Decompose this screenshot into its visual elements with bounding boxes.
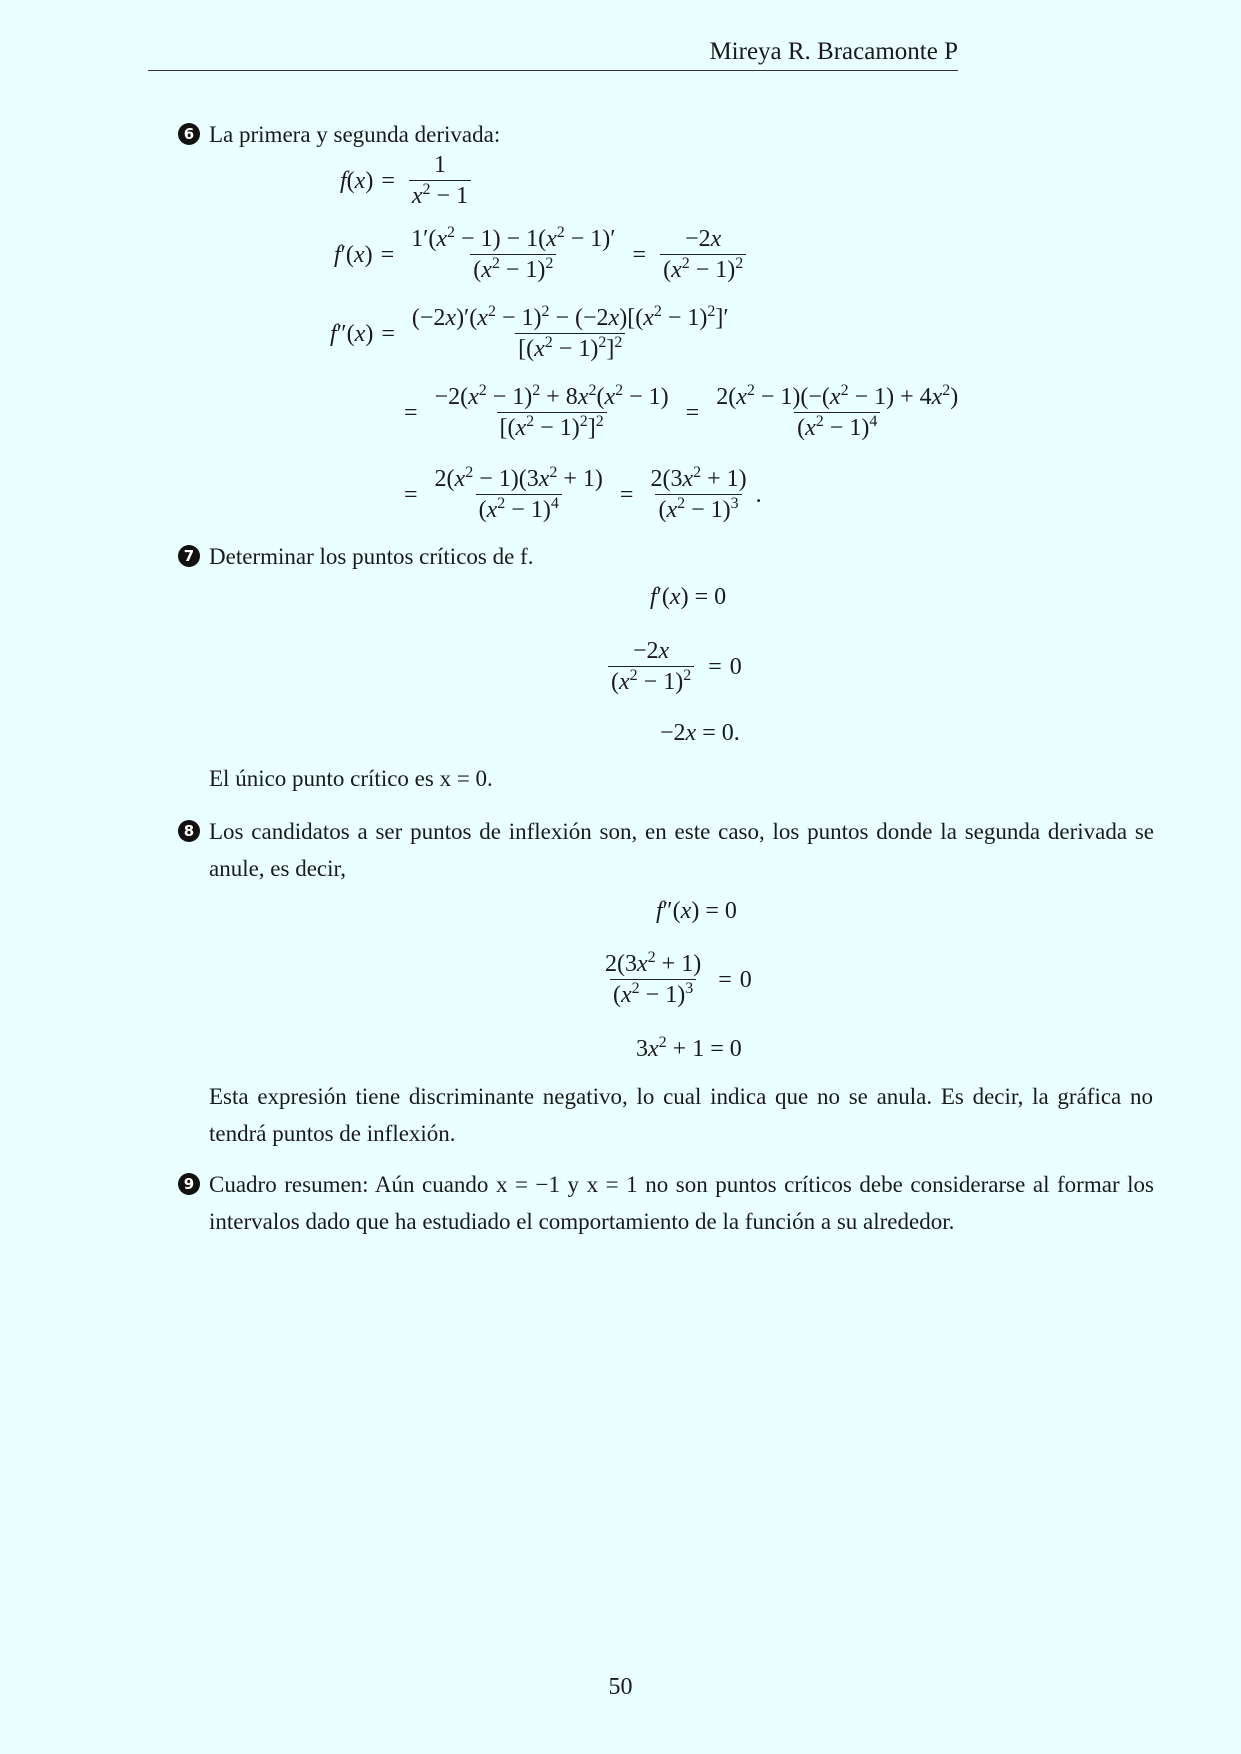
- item-8: [178, 813, 1154, 887]
- item-6-text: La primera y segunda derivada:: [209, 122, 501, 147]
- discriminant-text: Esta expresión tiene discriminante negativo, lo cual indica que no se anula. Es decir, la gráfica no tendrá puntos de inflexión.: [209, 1084, 1153, 1146]
- equation-step-2: = $\frac{2(x^2 - 1)(3x^2 + 1)}{(x^2 - 1)^4}$ = $\frac{2(3x^2 + 1)}{(x^2 - 1)^3}$ .: [404, 464, 762, 523]
- equation-critical-1: f′(x) = 0: [650, 584, 727, 610]
- item-number-badge: 7: [178, 545, 200, 567]
- item-number-badge: 6: [178, 123, 200, 145]
- equation-inflection-1: f″(x) = 0: [656, 898, 737, 924]
- equation-inflection-3: $3x^2 + 1 = 0$: [636, 1034, 742, 1062]
- equation-f-double-prime: f″(x) = $\frac{(-2x)'(x^2 - 1)^2 - (-2x)[(x^2 - 1)^2]'}{[(x^2 - 1)^2]^2}$: [330, 303, 729, 362]
- header-author: Mireya R. Bracamonte P: [709, 38, 958, 65]
- item-8-text: Los candidatos a ser puntos de inflexión son, en este caso, los puntos donde la segunda derivada se anule, es decir,: [209, 819, 1154, 881]
- page-header: [148, 38, 958, 71]
- critical-point-text: El único punto crítico es x = 0.: [209, 766, 493, 791]
- item-9: [178, 1166, 1154, 1240]
- item-number-badge: 9: [178, 1173, 200, 1195]
- equation-critical-2: $\frac{-2x}{(x^2 - 1)^2}$ = 0: [602, 638, 742, 696]
- equation-f-prime: f′(x) = $\frac{1'(x^2 - 1) - 1(x^2 - 1)'}{(x^2 - 1)^2}$ = $\frac{-2x}{(x^2 - 1)^2}$: [334, 226, 752, 284]
- equation-critical-3: −2x = 0.: [660, 720, 740, 746]
- item-9-text: Cuadro resumen: Aún cuando x = −1 y x = 1 no son puntos críticos debe considerarse al formar los intervalos dado que ha estudiado el comportamiento de la función a su alrededor.: [209, 1172, 1154, 1234]
- equation-inflection-2: $\frac{2(3x^2 + 1)}{(x^2 - 1)^3}$ = 0: [605, 949, 752, 1008]
- equation-f: f(x) = $\frac{1}{x^2 - 1}$: [340, 152, 477, 210]
- item-number-badge: 8: [178, 820, 200, 842]
- equation-step-1: = $\frac{-2(x^2 - 1)^2 + 8x^2(x^2 - 1)}{[(x^2 - 1)^2]^2}$ = $\frac{2(x^2 - 1)(-(x^2 - 1) + 4x^2)}{(x^2 - 1)^4}$: [404, 382, 959, 441]
- item-7: [178, 538, 1154, 575]
- page-number: 50: [608, 1674, 633, 1700]
- item-7-text: Determinar los puntos críticos de f.: [209, 544, 534, 569]
- item-6: [178, 116, 1154, 153]
